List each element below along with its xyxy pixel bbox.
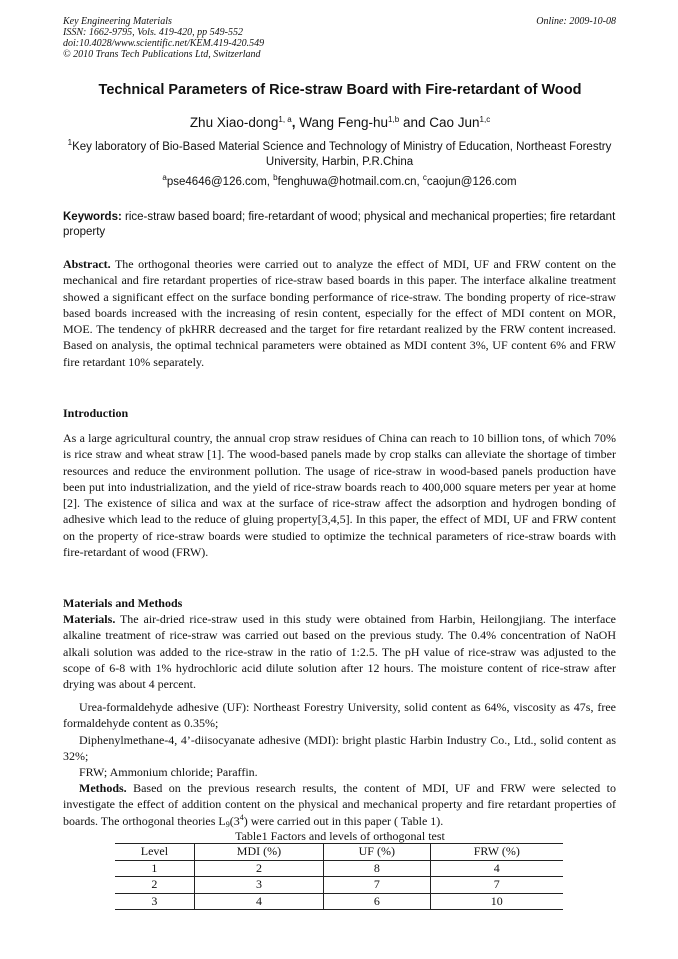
methods-paragraph bbox=[63, 780, 616, 829]
list-item: Urea-formaldehyde adhesive (UF): Northeast Forestry University, solid content as 64%, viscosity as 47s, free formaldehyde content as 0.35%; bbox=[63, 700, 616, 731]
table-caption: Table1 Factors and levels of orthogonal test bbox=[235, 829, 445, 843]
column-header: Level bbox=[115, 844, 194, 861]
table-cell: 3 bbox=[194, 877, 323, 894]
affil-text: Key laboratory of Bio-Based Material Science and Technology of Ministry of Education, Northeast Forestry University, Harbin, P.R.China bbox=[72, 141, 612, 168]
journal-header bbox=[63, 16, 616, 60]
email-mark: a bbox=[162, 173, 167, 182]
methods-superscript: 4 bbox=[239, 812, 244, 822]
email-address[interactable]: pse4646@126.com, bbox=[166, 176, 274, 188]
email-address[interactable]: caojun@126.com bbox=[426, 176, 517, 188]
table-cell: 2 bbox=[194, 860, 323, 877]
author-list bbox=[40, 115, 640, 130]
author-name: Zhu Xiao-dong bbox=[189, 115, 279, 130]
author-name: Wang Feng-hu bbox=[299, 115, 389, 130]
table-cell: 10 bbox=[430, 893, 563, 910]
keywords-label: Keywords: bbox=[63, 211, 122, 223]
abstract bbox=[63, 256, 616, 370]
table-row bbox=[115, 877, 563, 894]
materials-list bbox=[63, 699, 616, 780]
abstract-label: Abstract. bbox=[63, 257, 111, 271]
table-cell: 3 bbox=[115, 893, 194, 910]
materials-text: The air-dried rice-straw used in this study were obtained from Harbin, Heilongjiang. The interface alkaline treatment of rice-straw was carried out based on the previous study. The 0.4% concentration of NaOH alkali solution was added to the rice-straw in the ratio of 1:2.5. The pH value of rice-straw was adjusted to the scope of 6-8 with 1% hydrochloric acid dilute solution after 12 hours. The moisture content of rice-straw after drying was about 4 percent. bbox=[63, 612, 616, 692]
table-cell: 4 bbox=[430, 860, 563, 877]
methods-text: ) were carried out in this paper ( Table 1). bbox=[243, 813, 444, 828]
author-separator: and bbox=[402, 115, 430, 130]
affiliation bbox=[63, 140, 616, 170]
keywords bbox=[63, 210, 616, 240]
email-mark: c bbox=[422, 173, 427, 182]
orthogonal-table bbox=[115, 843, 563, 910]
introduction-text: As a large agricultural country, the annual crop straw residues of China can reach to 10 billion tons, of which 70% is rice straw and wheat straw [1]. The wood-based panels made by crop stalks can alleviate the shortage of timber resources and reduce the environment pollution. The usage of rice-straw in wood-based panels production have been put into industrialization, and the yield of rice-straw boards reach to 400,000 square meters per year at home [2]. The existence of silica and wax at the surface of rice-straw affect the adsorption and hydrogen bonding of adhesive which lead to the reduce of gluing property[3,4,5]. In this paper, the effect of MDI, UF and FRW content on the property of rice-straw boards were studied to optimize the technical parameters of rice-straw boards with fire-retardant of wood (FRW). bbox=[63, 431, 616, 560]
table-cell: 2 bbox=[115, 877, 194, 894]
table-cell: 7 bbox=[324, 877, 430, 894]
column-header: MDI (%) bbox=[194, 844, 323, 861]
keywords-text: rice-straw based board; fire-retardant of wood; physical and mechanical properties; fire retardant property bbox=[63, 211, 616, 238]
table-cell: 1 bbox=[115, 860, 194, 877]
email-address[interactable]: fenghuwa@hotmail.com.cn, bbox=[277, 176, 423, 188]
issn-line: ISSN: 1662-9795, Vols. 419-420, pp 549-552 bbox=[63, 27, 243, 38]
abstract-text: The orthogonal theories were carried out to analyze the effect of MDI, UF and FRW content on the mechanical and fire retardant properties of rice-straw based boards in this paper. The interface alkaline treatment showed a significant effect on the surface bonding performance of rice-straw. The bonding property of rice-straw based boards increased with the increasing of resin content, especially for the effect of MDI content on MOR, MOE. The tendency of pkHRR decreased and the target for fire retardant realized by the FRW content increased. Based on analysis, the optimal technical parameters were obtained as MDI content 3%, UF content 6% and FRW fire retardant 10% separately. bbox=[63, 257, 616, 369]
materials-label: Materials. bbox=[63, 612, 116, 626]
email-list bbox=[63, 173, 616, 188]
copyright-line: © 2010 Trans Tech Publications Ltd, Switzerland bbox=[63, 49, 261, 60]
table-cell: 6 bbox=[324, 893, 430, 910]
author-separator: , bbox=[291, 115, 300, 130]
email-mark: b bbox=[273, 173, 278, 182]
author-affil-mark: 1, a bbox=[278, 115, 292, 124]
author-affil-mark: 1,b bbox=[388, 115, 400, 124]
table-cell: 4 bbox=[194, 893, 323, 910]
paper-title: Technical Parameters of Rice-straw Board with Fire-retardant of Wood bbox=[98, 82, 582, 98]
online-date: Online: 2009-10-08 bbox=[536, 16, 616, 27]
author-affil-mark: 1,c bbox=[479, 115, 491, 124]
doi-line[interactable]: doi:10.4028/www.scientific.net/KEM.419-420.549 bbox=[63, 38, 265, 49]
author-name: Cao Jun bbox=[429, 115, 480, 130]
methods-subscript: 9 bbox=[225, 819, 230, 829]
table-row bbox=[115, 893, 563, 910]
column-header: FRW (%) bbox=[430, 844, 563, 861]
list-item: FRW; Ammonium chloride; Paraffin. bbox=[79, 765, 258, 780]
table-cell: 7 bbox=[430, 877, 563, 894]
table-cell: 8 bbox=[324, 860, 430, 877]
methods-label: Methods. bbox=[79, 781, 127, 795]
table-row bbox=[115, 860, 563, 877]
list-item: Diphenylmethane-4, 4’-diisocyanate adhesive (MDI): bright plastic Harbin Industry Co., Ltd., solid content as 32%; bbox=[63, 732, 616, 763]
table-header-row bbox=[115, 844, 563, 861]
introduction-heading: Introduction bbox=[63, 406, 129, 420]
methods-text: (3 bbox=[229, 813, 240, 828]
materials-paragraph bbox=[63, 611, 616, 692]
column-header: UF (%) bbox=[324, 844, 430, 861]
journal-name: Key Engineering Materials bbox=[63, 16, 172, 27]
methods-text: Based on the previous research results, the content of MDI, UF and FRW were selected to investigate the effect of addition content on the physical and mechanical property and fire retardant properties of boards. The orthogonal theories L bbox=[63, 781, 616, 828]
affil-mark: 1 bbox=[67, 138, 73, 147]
materials-methods-heading: Materials and Methods bbox=[63, 596, 183, 610]
